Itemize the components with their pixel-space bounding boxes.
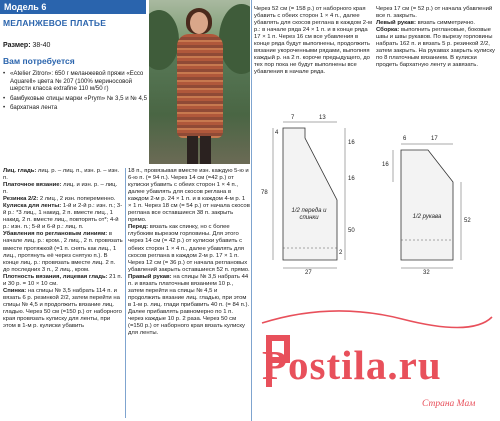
- paragraph: Спинка: на спицы № 3,5 набрать 114 п. и вязать 6 р. резинкой 2/2, затем перейти на спицы № 4,5 и продолжить вязание лиц. гладью. Через 50 см (=150 р.) от наборного края провязать кулиску для ленты, при этом в 1-м р. кулиски убавить: [3, 287, 122, 330]
- model-title: МЕЛАНЖЕВОЕ ПЛАТЬЕ: [3, 18, 107, 28]
- paragraph: Перед: вязать как спинку, но с более глубоким вырезом горловины. Для этого через 14 см (= 42 р.) от кулиски убавить с обеих сторон 1 × 4 п., далее убавлять для скосов реглана в каждом 2-м р. 17 × 1 п. Через 12 см (= 36 р.) от начала реглановых убавлений закрыть оставшиеся 52 п. прямо.: [128, 224, 250, 273]
- paragraph: Правый рукав: на спицы № 3,5 набрать 44 п. и вязать платочным вязанием 10 р., затем перейти на спицы № 4,5 и продолжить вязание лиц. гладью, при этом в 1-м р. лиц. глади прибавить 40 п. (= 84 п.). Далее прибавлять равномерно по 1 п. через каждые 10 р. 2 раза. Через 50 см (=150 р.) от наборного края вязать кулиску для ленты.: [128, 273, 250, 337]
- paragraph: Платочное вязание: лиц. и изн. р. – лиц. п.: [3, 182, 118, 196]
- pattern-schematic: [253, 100, 500, 280]
- dim-label: 50: [348, 228, 355, 234]
- paragraph: Лиц. гладь: лиц. р. – лиц. п., изн. р. – изн. п.: [3, 168, 120, 182]
- dim-label: 4: [275, 130, 279, 136]
- instructions-column-3: [254, 6, 372, 76]
- dim-label: 6: [403, 136, 407, 142]
- logo-subtext: Страна Мам: [422, 399, 476, 409]
- dim-label: 27: [305, 270, 312, 276]
- dim-label: 52: [464, 218, 471, 224]
- requirements-title: Вам потребуется: [3, 56, 75, 66]
- dim-label: 32: [423, 270, 430, 276]
- paragraph: Через 17 см (= 52 р.) от начала убавлений все п. закрыть.: [376, 6, 493, 20]
- dim-label: 13: [319, 115, 326, 121]
- paragraph: Сборка: выполнить реглановые, боковые швы и швы рукавов. По вырезу горловины набрать 162 п. и вязать 5 р. резинкой 2/2, затем закрыть. На рукавах закрыть кулиску по 8 платочным вязанием. В кулиски продеть бархатную ленту и завязать.: [376, 27, 495, 69]
- dim-label: 16: [348, 140, 355, 146]
- paragraph: Через 52 см (= 158 р.) от наборного края убавить с обеих сторон 1 × 4 п., далее убавлять для скосов реглана в каждом 2-м р.: в начале ряда 24 × 1 п. и в конце ряда 17 × 1 п. Через 16 см все убавления в конце ряда будут выполнены, продолжить вязание укороченными рядами, выполняя каждый р. на 2 п. короче предыдущего, до тех пор пока не будут выполнены все убавления в начале ряда.: [254, 6, 372, 76]
- logo-text: Postila.ru: [262, 342, 442, 388]
- column-divider: [125, 168, 126, 418]
- paragraph: Убавления по реглановым линиям: в начале лиц. р.: кром., 2 лиц., 2 п. провязать вместе протяжкой (=1 п. снять как лиц., 1 лиц., протянуть её через снятую п.). В конце лиц. р.: провязать вместе лиц. 2 п. до последних 3 п., 2 лиц., кром.: [3, 231, 123, 273]
- materials-list: [3, 70, 149, 114]
- material-item: • «Atelier Zitron»: 650 г меланжевой пряжи «Ecco Aquarell» цвета № 207 (100% мериносовой шерсти класса extrafine 110 м/50 г): [3, 70, 149, 93]
- material-item: • бамбуковые спицы марки «Prym» № 3,5 и № 4,5: [3, 95, 149, 103]
- pattern-diagrams: [253, 100, 500, 280]
- model-number: Модель 6: [4, 2, 47, 12]
- size-value: 38-40: [32, 42, 51, 49]
- size-line: [3, 42, 148, 49]
- piece-label: 1/2 рукава: [412, 214, 442, 220]
- paragraph: Левый рукав: вязать симметрично.: [376, 20, 475, 27]
- dim-label: 17: [431, 136, 438, 142]
- piece-label: 1/2 переда и спинки: [291, 208, 327, 221]
- instructions-column-1: [3, 168, 123, 330]
- postila-logo: [252, 283, 500, 421]
- front-back-piece: [283, 128, 337, 260]
- size-label: Размер:: [3, 42, 31, 49]
- paragraph: Резинка 2/2: 2 лиц., 2 изн. попеременно.: [3, 196, 116, 203]
- instructions-column-2: [128, 168, 250, 337]
- dim-label: 78: [261, 190, 268, 196]
- dim-label: 7: [291, 115, 295, 121]
- paragraph: Кулиска для ленты: 1-й и 2-й р.: изн. п.; 3-й р.: *3 лиц., 1 накид, 2 п. вместе лиц., 1 накид, 2 п. вместе лиц., повторять от*; 4-й р.: изн. п.; 5-й и 6-й р.: лиц. п.: [3, 203, 123, 231]
- dim-label: 2: [339, 250, 343, 256]
- dim-label: 16: [348, 176, 355, 182]
- sleeve-piece: [401, 150, 453, 260]
- paragraph: 18 п., провязывая вместе изн. каждую 5-ю и 6-ю п. (= 94 п.). Через 14 см (=42 р.) от кулиски убавить с обеих сторон 1 × 4 п., далее убавлять для скосов реглана в каждом 2-м р. 24 × 1 п. и в каждом 4-м р. 1 × 1 п. Через 18 см (= 54 р.) от начала скосов реглана все оставшиеся 38 п. закрыть прямо.: [128, 168, 250, 224]
- material-item: • бархатная лента: [3, 104, 149, 112]
- dress-figure: [177, 34, 223, 138]
- paragraph: Плотность вязания, лицевая гладь: 21 п. и 30 р. = 10 × 10 см.: [3, 273, 123, 287]
- model-photo: [149, 0, 250, 164]
- dim-label: 16: [382, 162, 389, 168]
- model-number-bar: [0, 0, 146, 14]
- instructions-column-4: [376, 6, 498, 69]
